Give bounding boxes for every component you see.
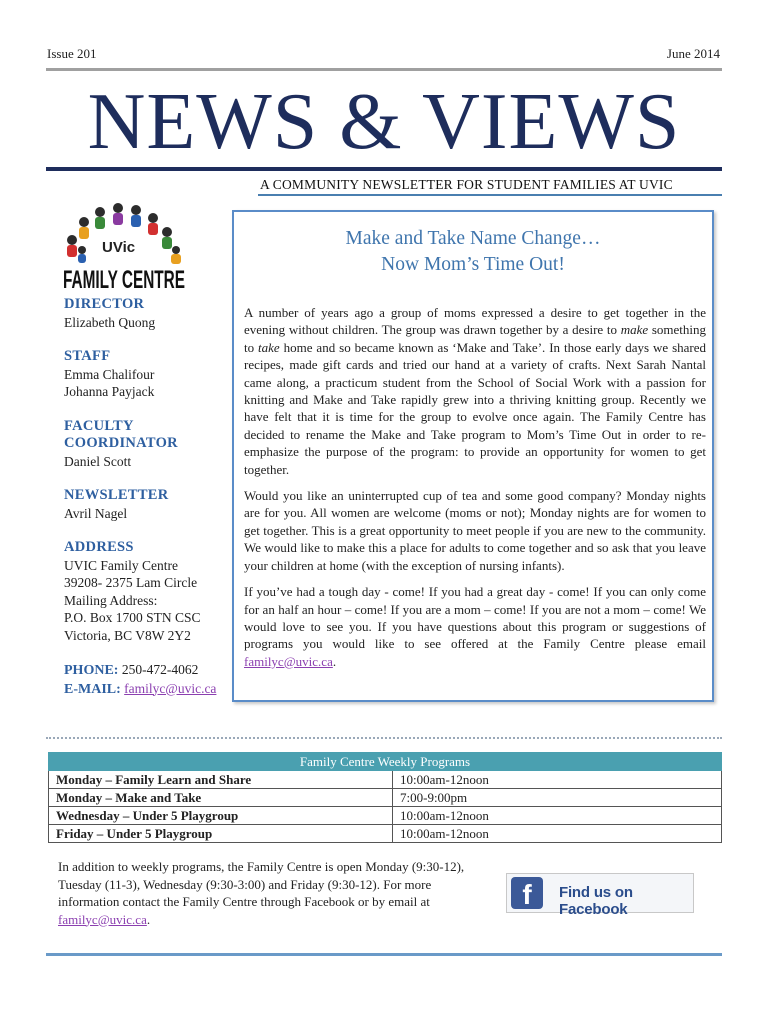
director-name: Elizabeth Quong [64,314,156,330]
staff-name: Johanna Payjack [64,384,155,399]
phone-label: PHONE: [64,663,119,678]
article-paragraph-1: A number of years ago a group of moms expressed a desire to get together in the evening without children. The group was drawn together by a desire to make something to take home and so became known as ‘Make and Take’. In those early days we shared recipes, made gift cards and tried our hand at a variety of crafts. Next Sarah Nantal came along, a practicum student from the School of Social Work with a passion for knitting and Make and Take rapidly grew into a thriving knitting group. Recently we have felt that it is time for the group to evolve once again. The Family Centre has decided to rename the Make and Take program to Mom’s Time Out in order to re-emphasize the purpose of the program: to provide an opportunity for women to get together. [244,305,706,477]
address-line: Mailing Address: [64,592,158,608]
family-centre-logo-graphic [60,200,190,298]
article-title-line-1: Make and Take Name Change… [345,228,601,249]
table-row [49,789,722,807]
staff-name: Emma Chalifour [64,366,155,382]
article-body [244,304,706,679]
article-box [232,210,714,702]
emphasis-make: make [620,322,649,338]
program-time: 10:00am-12noon [393,825,722,843]
program-time: 7:00-9:00pm [393,789,722,807]
faculty-heading: FACULTY [64,417,134,434]
program-time: 10:00am-12noon [393,807,722,825]
masthead-rule [46,167,722,171]
emphasis-take: take [258,339,280,355]
section-divider [46,737,722,739]
phone-number: 250-472-4062 [121,662,199,677]
faculty-coordinator-name: Daniel Scott [64,453,132,469]
address-line: UVIC Family Centre [64,557,178,573]
issue-number: Issue 201 [47,46,97,61]
program-name: Monday – Make and Take [49,789,393,807]
email-line [64,680,234,699]
article-paragraph-3: If you’ve had a tough day - come! If you had a great day - come! If you can only come for an half an hour – come! If you are a mom – come! If you are not a mom – come! We would love to see you. If you have questions about this program or suggestions of programs you would like to see offered at the Family Centre please email familyc@uvic.ca. [244,584,706,669]
newsletter-editor-name: Avril Nagel [64,505,128,521]
footer-email-link[interactable]: familyc@uvic.ca [58,911,147,927]
newsletter-subtitle: A COMMUNITY NEWSLETTER FOR STUDENT FAMILIES AT UVIC [260,177,673,192]
program-name: Monday – Family Learn and Share [49,771,393,789]
staff-heading: STAFF [64,348,111,364]
article-title [234,226,712,278]
address-line: P.O. Box 1700 STN CSC [64,610,201,625]
director-heading: DIRECTOR [64,296,145,312]
address-heading: ADDRESS [64,539,134,555]
facebook-label: Find us on Facebook [559,884,633,918]
newsletter-heading: NEWSLETTER [64,487,169,503]
address-line: 39208- 2375 Lam Circle [64,575,198,590]
program-time: 10:00am-12noon [393,771,722,789]
table-row [49,807,722,825]
family-centre-logo [60,200,190,298]
program-name: Friday – Under 5 Playgroup [49,825,393,843]
program-name: Wednesday – Under 5 Playgroup [49,807,393,825]
subtitle-underline [258,194,722,196]
masthead-title: NEWS & VIEWS [87,78,681,166]
facebook-icon: f [511,877,543,909]
table-row [49,771,722,789]
table-row [49,825,722,843]
email-label: E-MAIL: [64,681,121,697]
programs-table-header: Family Centre Weekly Programs [49,753,722,771]
weekly-programs-table [48,752,722,843]
article-paragraph-2: Would you like an uninterrupted cup of tea and some good company? Monday nights are for you. All women are welcome (moms or not); Monday nights are for women to get together. This is a great opportunity to meet people if you are new to the community. We would like to make this a place for adults to come together and so ask that you leave your children at home (with the exception of nursing infants). [244,488,706,573]
top-rule [46,68,722,71]
bottom-rule [46,953,722,956]
issue-date: June 2014 [666,46,720,61]
staff-sidebar [64,296,234,698]
coordinator-heading: COORDINATOR [64,435,178,451]
sidebar-email-link[interactable]: familyc@uvic.ca [124,680,217,696]
hours-info: In addition to weekly programs, the Family Centre is open Monday (9:30-12), Tuesday (11-3), Wednesday (9:30-3:00) and Friday (9:30-12). For more information contact the Family Centre through Facebook or by email at familyc@uvic.ca. [58,859,465,927]
address-line: Victoria, BC V8W 2Y2 [64,627,191,643]
svg-text:FAMILY CENTRE: FAMILY CENTRE [63,266,185,294]
svg-text:UVic: UVic [102,239,136,256]
facebook-button[interactable] [506,873,694,918]
phone-line [64,661,234,680]
article-email-link[interactable]: familyc@uvic.ca [244,653,333,669]
article-title-line-2: Now Mom’s Time Out! [381,254,565,275]
